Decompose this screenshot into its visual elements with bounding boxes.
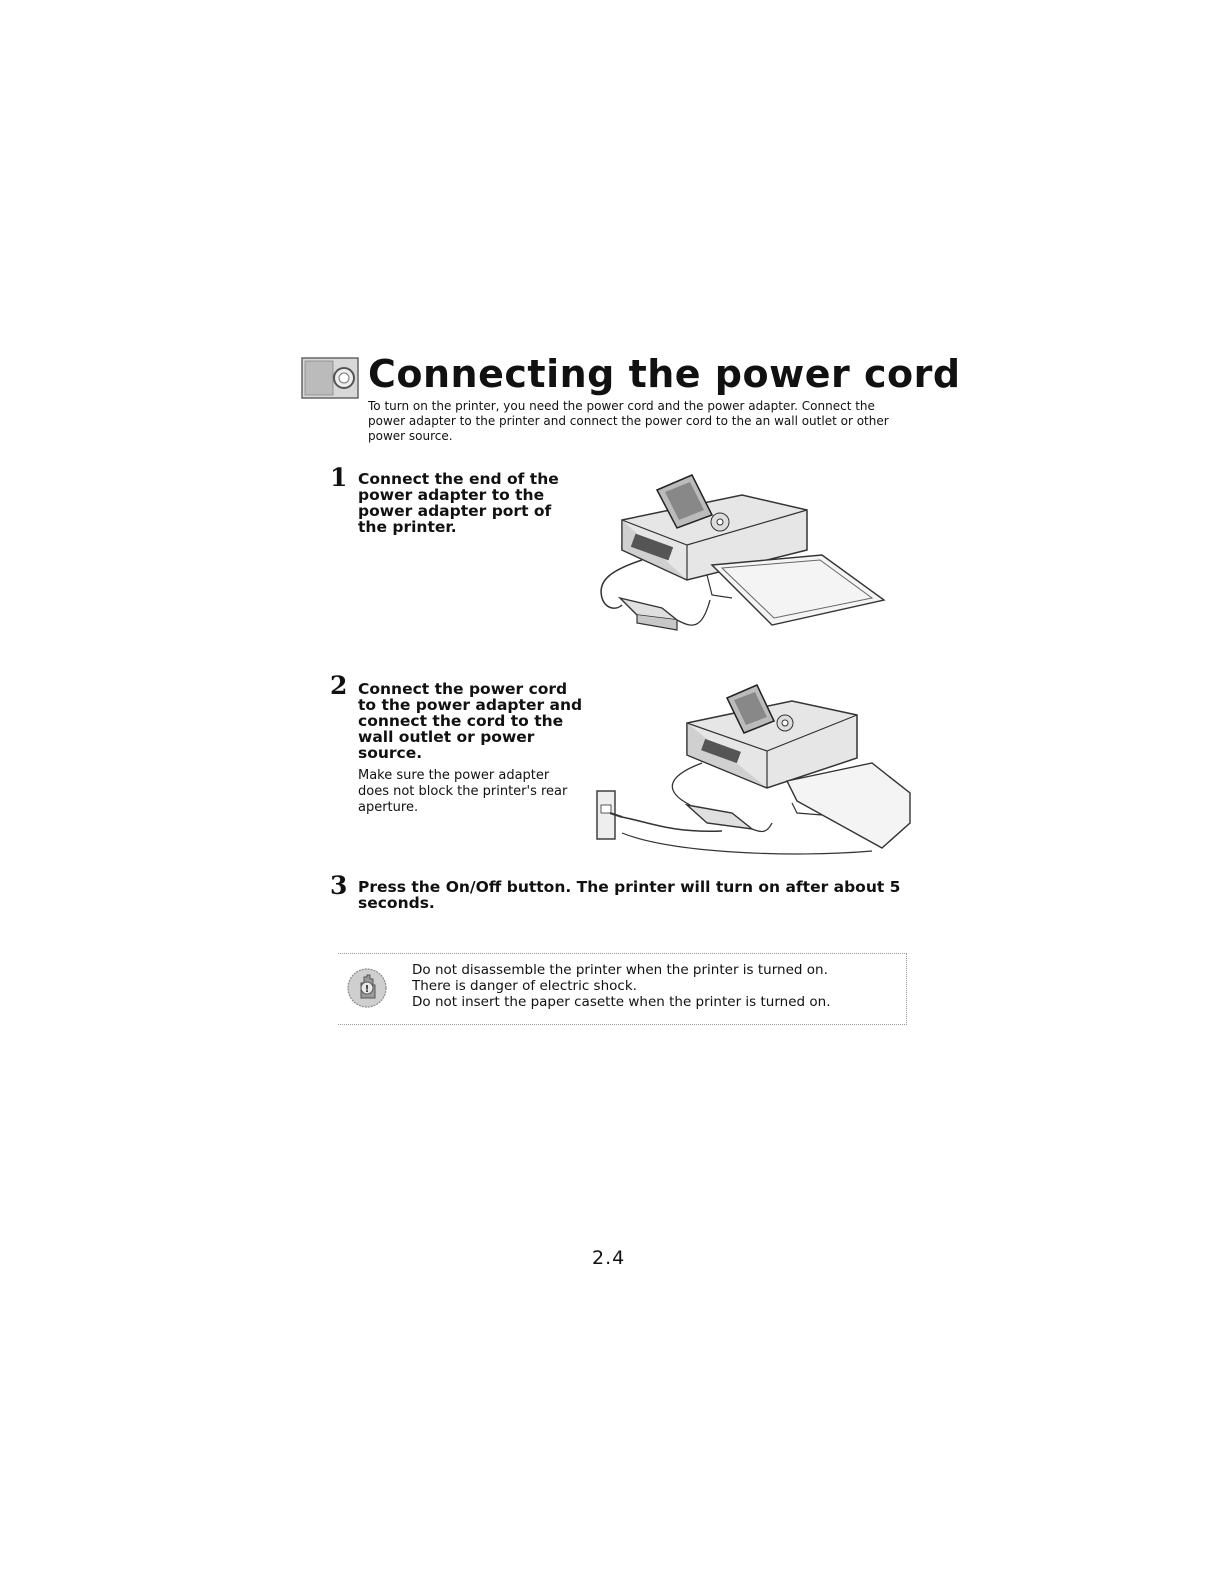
- step-2-text: Connect the power cord to the power adapter and connect the cord to the wall outlet or power source.: [358, 680, 583, 762]
- step-2-note: Make sure the power adapter does not block the printer's rear aperture.: [358, 768, 568, 815]
- step-3-text: [358, 879, 918, 911]
- step-3-text-after: button. The printer will turn on after about 5 seconds.: [358, 878, 901, 912]
- page-number: 2.4: [592, 1247, 626, 1269]
- page-title: Connecting the power cord: [368, 352, 961, 396]
- on-off-button-label: On/Off: [445, 878, 502, 896]
- step-3-text-before: Press the: [358, 878, 446, 896]
- svg-text:!: !: [364, 984, 370, 995]
- step-1-text: Connect the end of the power adapter to the power adapter port of the printer.: [358, 470, 559, 536]
- step-3-number: 3: [330, 871, 348, 900]
- printer-plugged-into-wall-outlet-illustration: [592, 683, 912, 858]
- step-2-number: 2: [330, 671, 348, 700]
- warning-hand-icon: [345, 965, 389, 1011]
- warning-line: Do not disassemble the printer when the printer is turned on.: [412, 962, 828, 978]
- step-1-number: 1: [330, 463, 348, 492]
- warning-line: Do not insert the paper casette when the printer is turned on.: [412, 994, 831, 1010]
- intro-paragraph: To turn on the printer, you need the power cord and the power adapter. Connect the power adapter to the printer and connect the power cord to the an wall outlet or other power source.: [368, 399, 889, 443]
- warning-line: There is danger of electric shock.: [412, 978, 637, 994]
- warning-text: [412, 962, 830, 1010]
- section-photo-icon: [300, 355, 360, 401]
- printer-with-power-adapter-illustration: [592, 470, 892, 650]
